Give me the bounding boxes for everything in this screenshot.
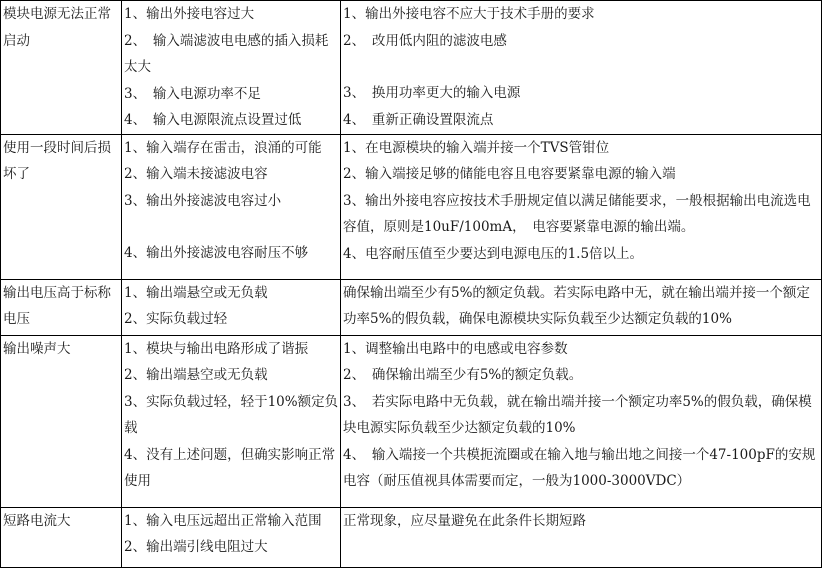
- solution-item: 1、在电源模块的输入端并接一个TVS管钳位: [343, 139, 610, 156]
- problem-text: 使用一段时间后损坏了: [3, 139, 111, 182]
- cause-cell: [122, 279, 341, 335]
- cause-item: 2、输出端悬空或无负载: [124, 367, 268, 383]
- cause-item: 1、模块与输出电路形成了谐振: [124, 340, 309, 357]
- solution-cell: [341, 1, 822, 135]
- problem-cell: [1, 335, 122, 507]
- cause-item: 2、实际负载过轻: [124, 311, 228, 327]
- cause-item: 4、输出外接滤波电容耐压不够: [124, 245, 309, 261]
- solution-item: 2、 改用低内阻的滤波电感: [343, 32, 507, 49]
- cause-item: 4、没有上述问题，但确实影响正常使用: [124, 446, 336, 489]
- solution-item: 确保输出端至少有5%的额定负载。若实际电路中无，就在输出端并接一个额定功率5%的假负载，确保电源模块实际负载至少达额定负载的10%: [343, 284, 810, 327]
- cause-item: 2、 输入端滤波电电感的插入损耗太大: [124, 32, 329, 75]
- cause-item: 1、输出端悬空或无负载: [124, 284, 268, 301]
- problem-text: 输出噪声大: [3, 340, 71, 357]
- solution-item: 2、 确保输出端至少有5%的额定负载。: [343, 367, 583, 383]
- table-row: [1, 279, 822, 335]
- solution-item: 2、输入端接足够的储能电容且电容要紧靠电源的输入端: [343, 166, 676, 182]
- cause-item: 1、输出外接电容过大: [124, 6, 255, 22]
- solution-item: 正常现象，应尽量避免在此条件长期短路: [343, 512, 586, 529]
- cause-item: 4、 输入电源限流点设置过低: [124, 112, 302, 128]
- cause-item: 3、 输入电源功率不足: [124, 85, 261, 102]
- solution-cell: [341, 507, 822, 567]
- problem-text: 输出电压高于标称电压: [3, 284, 111, 327]
- cause-cell: [122, 1, 341, 135]
- solution-cell: [341, 335, 822, 507]
- solution-cell: [341, 279, 822, 335]
- solution-cell: [341, 134, 822, 279]
- solution-item: 4、电容耐压值至少要达到电源电压的1.5倍以上。: [343, 245, 644, 262]
- table-row: [1, 335, 822, 507]
- solution-item: 3、输出外接电容应按技术手册规定值以满足储能要求，一般根据输出电流选电容值，原则是10uF/100mA， 电容要紧靠电源的输出端。: [343, 192, 811, 235]
- table-row: [1, 134, 822, 279]
- solution-item: 1、输出外接电容不应大于技术手册的要求: [343, 6, 595, 22]
- cause-item: 1、输入端存在雷击，浪涌的可能: [124, 139, 322, 156]
- problem-text: 模块电源无法正常启动: [3, 6, 111, 49]
- solution-item: 1、调整输出电路中的电感或电容参数: [343, 340, 568, 357]
- cause-item: 3、输出外接滤波电容过小: [124, 192, 282, 209]
- cause-item: 1、输入电压远超出正常输入范围: [124, 512, 322, 529]
- cause-cell: [122, 134, 341, 279]
- solution-item: 4、 输入端接一个共模扼流圈或在输入地与输出地之间接一个47-100pF的安规电容（耐压值视具体需要而定，一般为1000-3000VDC）: [343, 446, 816, 489]
- spacer: [343, 54, 821, 80]
- problem-cell: [1, 134, 122, 279]
- table-row: [1, 1, 822, 135]
- spacer: [124, 214, 340, 240]
- cause-cell: [122, 335, 341, 507]
- solution-item: 4、 重新正确设置限流点: [343, 111, 494, 128]
- problem-text: 短路电流大: [3, 512, 71, 529]
- cause-item: 2、输入端未接滤波电容: [124, 166, 268, 182]
- problem-cell: [1, 279, 122, 335]
- solution-item: 3、 换用功率更大的输入电源: [343, 85, 521, 101]
- cause-cell: [122, 507, 341, 567]
- cause-item: 2、输出端引线电阻过大: [124, 539, 268, 555]
- problem-cell: [1, 1, 122, 135]
- problem-cell: [1, 507, 122, 567]
- solution-item: 3、 若实际电路中无负载，就在输出端并接一个额定功率5%的假负载，确保模块电源实际负载至少达额定负载的10%: [343, 393, 812, 436]
- table-row: [1, 507, 822, 567]
- cause-item: 3、实际负载过轻，轻于10%额定负载: [124, 393, 339, 436]
